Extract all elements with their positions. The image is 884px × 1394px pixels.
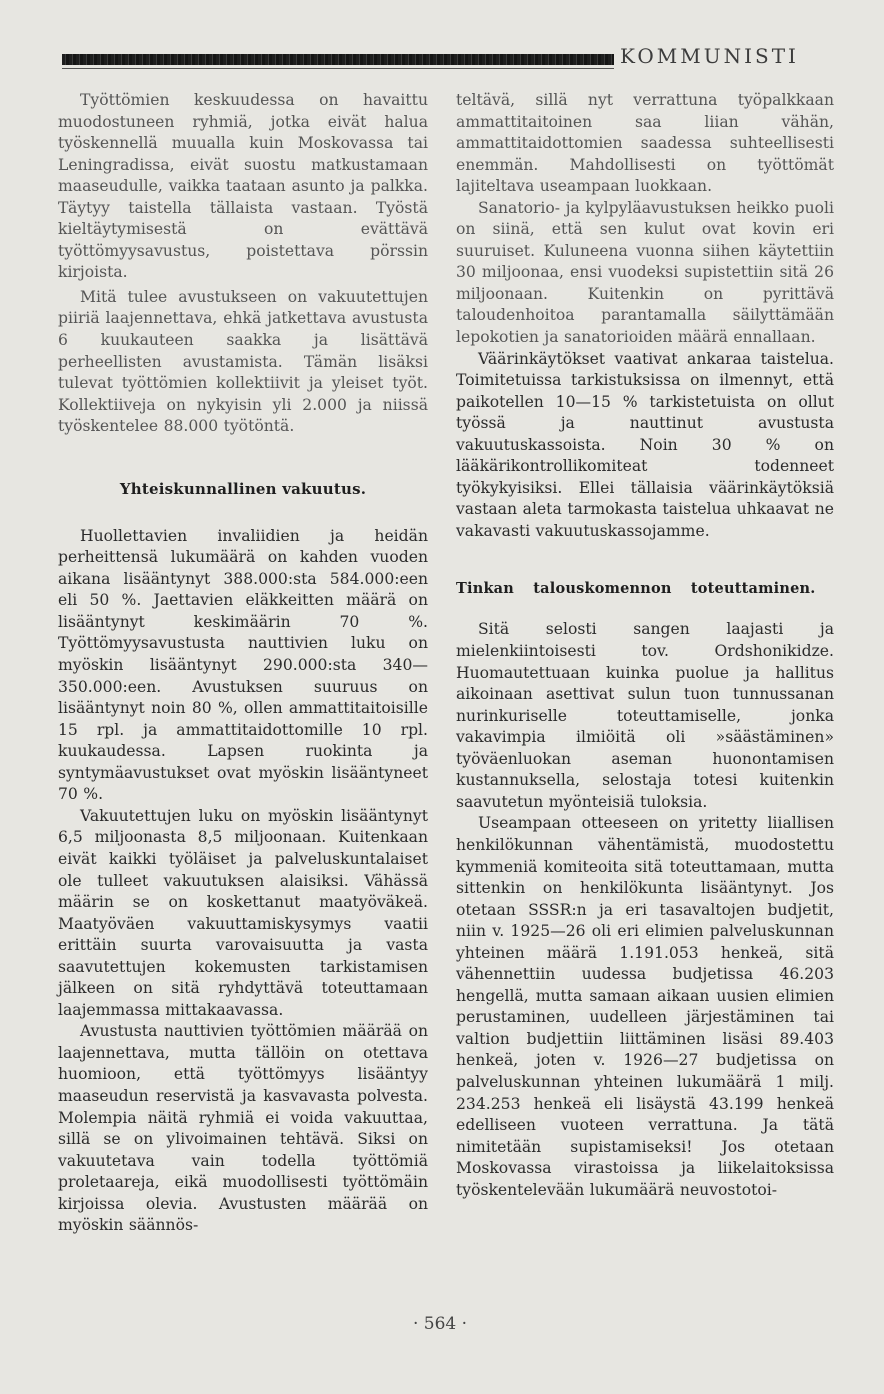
right-paragraph-3: Väärinkäytökset vaativat ankaraa taistelua. Toimitetuissa tarkistuksissa on ilmennyt, että paikotellen 10—15 % tarkistetuista on ollut työssä ja nauttinut avustusta vakuutuskassoista. Noin 30 % on lääkärikontrollikomiteat todenneet työkykyisiksi. Ellei tällaisia väärinkäytöksiä vastaan aleta tarmokasta taistelua uhkaavat ne vakavasti vakuutuskassojamme. (456, 349, 834, 540)
right-paragraph-2: Sanatorio- ja kylpyläavustuksen heikko puoli on siinä, että sen kulut ovat kovin eri suuruiset. Kuluneena vuonna siihen käytettiin 30 miljoonaa, ensi vuodeksi supistettiin sitä 26 miljoonaan. Kuitenkin on pyrittävä taloudenhoitoa parantamalla säilyttämään lepokotien ja sanatorioiden määrä ennallaan. (456, 198, 834, 347)
right-paragraph-4: Sitä selosti sangen laajasti ja mielenkiintoisesti tov. Ordshonikidze. Huomautettuaan kuinka puolue ja hallitus aikoinaan asettivat sulun tuon tunnussanan nurinkuriselle toteuttamiselle, jonka vakavimpia ilmiöitä oli »säästäminen» työväenluokan aseman huonontamisen kustannuksella, selostaja totesi kuitenkin saavutetun myönteisiä tuloksia. (456, 620, 834, 811)
header-thin-rule (62, 68, 614, 69)
left-paragraph-5: Avustusta nauttivien työttömien määrää on laajennettava, mutta tällöin on otettava huomioon, että työttömyys lisääntyy maaseudun reservistä ja kasvavasta polvesta. Molempia näitä ryhmiä ei voida vakuuttaa, sillä se on ylivoimainen tehtävä. Siksi on vakuutetava vain todella työttömiä proletaareja, eikä muodollisesti työttömäin kirjoissa olevia. Avustusten määrää on myöskin säännös- (58, 1022, 428, 1235)
section-heading-talouskomento: Tinkan talouskomennon toteuttaminen. (456, 580, 816, 598)
right-paragraph-1: teltävä, sillä nyt verrattuna työpalkkaan ammattitaitoinen saa liian vähän, ammattitaidottomien saadessa suhteellisesti enemmän. Mahdollisesti on työttömät lajiteltava useampaan luokkaan. (456, 91, 834, 196)
left-paragraph-2: Mitä tulee avustukseen on vakuutettujen piiriä laajennettava, ehkä jatkettava avustusta 6 kuukauteen saakka ja lisättävä perheellisten avustamista. Tämän lisäksi tulevat työttömien kollektiivit ja yleiset työt. Kollektiiveja on nykyisin yli 2.000 ja niissä työskentelee 88.000 työtöntä. (58, 287, 428, 436)
right-paragraph-5: Useampaan otteeseen on yritetty liiallisen henkilökunnan vähentämistä, muodostettu kymmeniä komiteoita sitä toteuttamaan, mutta sittenkin on henkilökunta lisääntynyt. Jos otetaan SSSR:n ja eri tasavaltojen budjetit, niin v. 1925—26 oli eri elimien palveluskunnan yhteinen määrä 1.191.053 henkeä, sitä vähennettiin uudessa budjetissa 46.203 hengellä, mutta samaan aikaan uusien elimien perustaminen, uudelleen järjestäminen tai valtion budjettiin liittäminen lisäsi 89.403 henkeä, joten v. 1926—27 budjetissa on palveluskunnan yhteinen lukumäärä 1 milj. 234.253 henkeä eli lisäystä 43.199 henkeä edelliseen vuoteen verrattuna. Ja tätä nimitetään supistamiseksi! Jos otetaan Moskovassa virastoissa ja liikelaitoksissa työskentelevään lukumäärä neuvostotoi- (456, 814, 834, 1199)
left-paragraph-4: Vakuutettujen luku on myöskin lisääntynyt 6,5 miljoonasta 8,5 miljoonaan. Kuitenkaan eivät kaikki työläiset ja palveluskuntalaiset ole tulleet vakuutuksen alaisiksi. Vähässä määrin se on koskettanut maatyöväkeä. Maatyöväen vakuuttamiskysymys vaatii erittäin suurta varovaisuutta ja vasta saavutettujen kokemusten tarkistamisen jälkeen on sitä ryhdyttävä toteuttamaan laajemmassa mittakaavassa. (58, 806, 428, 1019)
left-paragraph-3: Huollettavien invaliidien ja heidän perheittensä lukumäärä on kahden vuoden aikana lisääntynyt 388.000:sta 584.000:een eli 50 %. Jaettavien eläkkeitten määrä on lisääntynyt keskimäärin 70 %. Työttömyysavustusta nauttivien luku on myöskin lisääntynyt 290.000:sta 340—350.000:een. Avustuksen suuruus on lisääntynyt noin 80 %, ollen ammattitaitoisille 15 rpl. ja ammattitaidottomille 10 rpl. kuukaudessa. Lapsen ruokinta ja syntymäavustukset ovat myöskin lisääntyneet 70 %. (58, 526, 428, 804)
left-paragraph-1: Työttömien keskuudessa on havaittu muodostuneen ryhmiä, jotka eivät halua työskennellä muualla kuin Moskovassa tai Leningradissa, eivät suostu matkustamaan maaseudulle, vaikka taataan asunto ja palkka. Täytyy taistella tällaista vastaan. Työstä kieltäytymisestä on evättävä työttömyysavustus, poistettava pörssin kirjoista. (58, 91, 428, 282)
page-number: · 564 · (412, 1314, 468, 1334)
running-title: KOMMUNISTI (620, 44, 799, 68)
header-decorative-rule (62, 54, 614, 65)
right-column (456, 90, 834, 1201)
section-heading-vakuutus: Yhteiskunnallinen vakuutus. (119, 479, 367, 498)
left-column (58, 90, 428, 1237)
